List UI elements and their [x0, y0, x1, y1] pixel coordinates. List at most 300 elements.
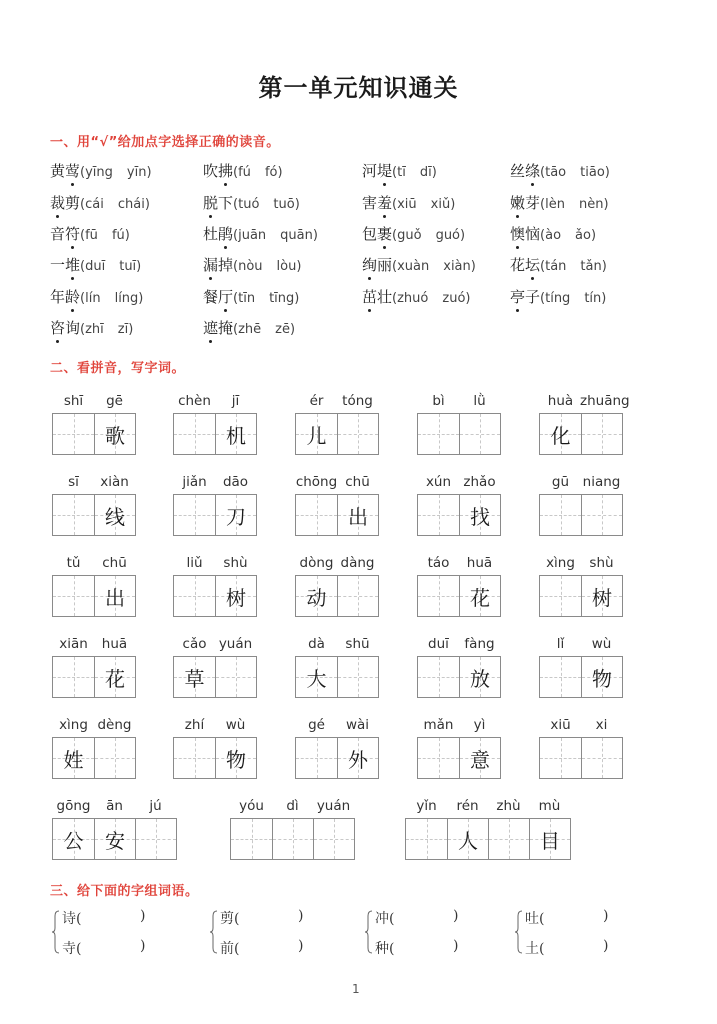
given-character: 姓: [63, 747, 84, 772]
filled-cell: [94, 414, 135, 454]
page-number: 1: [352, 982, 360, 996]
blank-writing-cell[interactable]: [296, 738, 337, 778]
pronunciation-item[interactable]: [50, 317, 133, 338]
pinyin-options: (duī tuī): [80, 259, 142, 274]
blank-writing-cell[interactable]: [418, 738, 459, 778]
given-character: 歌: [105, 423, 125, 448]
word-box-group: [417, 717, 501, 781]
character: 丝: [510, 162, 526, 180]
tianzige-box: [52, 494, 136, 536]
pinyin-label-row: [417, 717, 501, 735]
pinyin-option[interactable]: zuó: [442, 291, 466, 306]
pinyin-label: jú: [149, 798, 162, 814]
pinyin-label: huà: [547, 393, 574, 409]
filled-cell: [540, 414, 581, 454]
curly-brace-icon: [365, 910, 373, 954]
word-group-line: [375, 908, 459, 928]
filled-cell: [174, 657, 215, 697]
pinyin-options: (lín líng): [80, 291, 144, 306]
filled-cell: [459, 495, 500, 535]
pinyin-option[interactable]: ǎo: [575, 228, 591, 243]
blank-writing-cell[interactable]: [174, 495, 215, 535]
pinyin-options: (cái chái): [80, 197, 150, 212]
pinyin-option[interactable]: guǒ: [397, 228, 422, 243]
close-paren: ): [298, 908, 304, 924]
close-paren: ): [603, 908, 609, 924]
pinyin-label: mù: [538, 798, 561, 814]
pinyin-label: gū: [551, 474, 570, 490]
tianzige-box: [295, 737, 379, 779]
pinyin-option[interactable]: líng: [114, 291, 139, 306]
character: 掉: [218, 256, 234, 274]
tianzige-box: [52, 575, 136, 617]
pinyin-label: ér: [309, 393, 324, 409]
word-box-group: [295, 555, 379, 619]
blank-writing-cell[interactable]: [540, 738, 581, 778]
dotted-character: 咨: [50, 319, 66, 337]
given-character: 外: [348, 747, 368, 772]
pinyin-label-row: [173, 393, 257, 411]
pinyin-label-row: [295, 636, 379, 654]
close-paren: ): [140, 938, 146, 954]
blank-writing-cell[interactable]: [337, 576, 378, 616]
pinyin-label: bì: [432, 393, 445, 409]
pinyin-label-row: [539, 636, 623, 654]
pinyin-option[interactable]: xiàn: [443, 259, 471, 274]
pinyin-option[interactable]: xiū: [397, 197, 417, 212]
tianzige-box: [230, 818, 355, 860]
character: 种(: [375, 941, 395, 957]
close-paren: ): [453, 908, 459, 924]
pinyin-label: wù: [225, 717, 246, 733]
tianzige-box: [52, 818, 177, 860]
pinyin-option[interactable]: zhī: [85, 322, 104, 337]
dotted-character: 符: [65, 225, 81, 243]
pinyin-label: lǜ: [473, 393, 486, 409]
close-paren: ): [140, 908, 146, 924]
pinyin-label: jī: [231, 393, 240, 409]
word-box-group: [173, 474, 257, 538]
tianzige-box: [539, 656, 623, 698]
word-group-line: [525, 938, 609, 958]
pinyin-label: wài: [345, 717, 370, 733]
tianzige-box: [173, 494, 257, 536]
filled-cell: [296, 576, 337, 616]
pinyin-label: shù: [589, 555, 614, 571]
pinyin-label: zhí: [184, 717, 205, 733]
word-group-line: [525, 908, 609, 928]
pinyin-option[interactable]: cái: [85, 197, 104, 212]
pronunciation-item[interactable]: [203, 160, 283, 181]
pinyin-option[interactable]: tī: [397, 165, 406, 180]
blank-writing-cell[interactable]: [135, 819, 176, 859]
pinyin-label: liǔ: [186, 555, 203, 571]
dotted-character: 嫩: [510, 194, 526, 212]
pronunciation-item[interactable]: [50, 160, 152, 181]
given-character: 安: [105, 828, 125, 853]
word-pair: [52, 908, 192, 968]
character: 吹: [203, 162, 219, 180]
dotted-character: 莺: [65, 162, 81, 180]
tianzige-box: [539, 413, 623, 455]
character: 一: [50, 256, 66, 274]
word-box-group: [173, 636, 257, 700]
character: 诗(: [62, 911, 82, 927]
pinyin-label: chōng: [295, 474, 338, 490]
pinyin-label: rén: [456, 798, 479, 814]
character: 芽: [525, 194, 541, 212]
pinyin-label: dà: [308, 636, 325, 652]
dotted-character: 裁: [50, 194, 66, 212]
pinyin-options: (zhuó zuó): [392, 291, 471, 306]
character: 下: [218, 194, 234, 212]
pinyin-label: dì: [286, 798, 299, 814]
blank-writing-cell[interactable]: [174, 414, 215, 454]
pinyin-option[interactable]: tīng: [269, 291, 295, 306]
filled-cell: [53, 738, 94, 778]
tianzige-box: [539, 575, 623, 617]
blank-writing-cell[interactable]: [94, 738, 135, 778]
pinyin-option[interactable]: chái: [117, 197, 145, 212]
pinyin-label-row: [417, 474, 501, 492]
blank-writing-cell[interactable]: [231, 819, 272, 859]
pronunciation-item[interactable]: [50, 286, 143, 307]
pinyin-label-row: [173, 717, 257, 735]
word-box-group: [52, 717, 136, 781]
pronunciation-item[interactable]: [50, 223, 130, 244]
word-box-group: [539, 393, 630, 457]
tianzige-box: [295, 413, 379, 455]
pinyin-option[interactable]: quān: [280, 228, 313, 243]
character: 花: [510, 256, 526, 274]
blank-writing-cell[interactable]: [296, 495, 337, 535]
pinyin-options: (tíng tín): [540, 291, 607, 306]
pinyin-label: xiū: [550, 717, 571, 733]
pronunciation-item[interactable]: [510, 286, 606, 307]
tianzige-box: [417, 413, 501, 455]
pinyin-label: niang: [582, 474, 621, 490]
character: 黄: [50, 162, 66, 180]
filled-cell: [581, 657, 622, 697]
pinyin-option[interactable]: fū: [85, 228, 98, 243]
pinyin-label-row: [230, 798, 355, 816]
character: 掩: [218, 319, 234, 337]
pinyin-label: cǎo: [182, 636, 207, 652]
pinyin-option[interactable]: yīng: [85, 165, 113, 180]
pinyin-label-row: [52, 474, 136, 492]
pinyin-option[interactable]: fú: [238, 165, 251, 180]
blank-writing-cell[interactable]: [540, 495, 581, 535]
blank-writing-cell[interactable]: [540, 657, 581, 697]
blank-writing-cell[interactable]: [540, 576, 581, 616]
tianzige-box: [52, 737, 136, 779]
pinyin-option[interactable]: guó: [435, 228, 461, 243]
pinyin-label-row: [52, 555, 136, 573]
pinyin-options: (tuó tuō): [233, 197, 300, 212]
pinyin-option[interactable]: tiāo: [580, 165, 605, 180]
tianzige-box: [405, 818, 571, 860]
blank-writing-cell[interactable]: [581, 738, 622, 778]
pinyin-label: huā: [466, 555, 493, 571]
pinyin-option[interactable]: zē: [275, 322, 290, 337]
section1-heading: 一、用“√”给加点字选择正确的读音。: [50, 135, 280, 150]
word-box-group: [539, 474, 623, 538]
blank-writing-cell[interactable]: [174, 738, 215, 778]
pinyin-option[interactable]: tāo: [545, 165, 567, 180]
pinyin-option[interactable]: fú: [111, 228, 125, 243]
blank-writing-cell[interactable]: [418, 657, 459, 697]
pronunciation-item[interactable]: [362, 286, 470, 307]
dotted-character: 绦: [525, 162, 541, 180]
word-box-group: [295, 717, 379, 781]
pinyin-label-row: [52, 636, 136, 654]
pinyin-label: zhǎo: [463, 474, 496, 490]
pinyin-label-row: [295, 393, 379, 411]
pinyin-label: chū: [345, 474, 370, 490]
pronunciation-item[interactable]: [50, 192, 150, 213]
pinyin-option[interactable]: nèn: [578, 197, 604, 212]
pinyin-option[interactable]: dī: [419, 165, 432, 180]
blank-writing-cell[interactable]: [418, 414, 459, 454]
word-pair: [365, 908, 505, 968]
given-character: 找: [470, 504, 490, 529]
blank-writing-cell[interactable]: [53, 576, 94, 616]
pinyin-option[interactable]: zhuó: [397, 291, 429, 306]
tianzige-box: [295, 494, 379, 536]
blank-writing-cell[interactable]: [337, 657, 378, 697]
dotted-character: 漏: [203, 256, 219, 274]
given-character: 目: [540, 828, 560, 853]
pinyin-option[interactable]: lèn: [545, 197, 565, 212]
pronunciation-item[interactable]: [510, 160, 610, 181]
pinyin-label-row: [539, 474, 623, 492]
pinyin-option[interactable]: lòu: [276, 259, 297, 274]
character: 害: [362, 194, 378, 212]
character: 寺(: [62, 941, 82, 957]
pinyin-label: tóng: [342, 393, 373, 409]
pinyin-options: (juān quān): [233, 228, 318, 243]
pinyin-label: gōng: [56, 798, 91, 814]
dotted-character: 龄: [65, 288, 81, 306]
pinyin-label-row: [295, 717, 379, 735]
blank-writing-cell[interactable]: [174, 576, 215, 616]
blank-writing-cell[interactable]: [215, 657, 256, 697]
given-character: 物: [592, 666, 612, 691]
pronunciation-item[interactable]: [203, 286, 299, 307]
dotted-character: 厅: [218, 288, 234, 306]
pinyin-label-row: [173, 555, 257, 573]
pinyin-options: (tīn tīng): [233, 291, 300, 306]
word-box-group: [295, 393, 379, 457]
pronunciation-item[interactable]: [203, 254, 301, 275]
character: 询: [65, 319, 81, 337]
close-paren: ): [453, 938, 459, 954]
given-character: 放: [470, 666, 490, 691]
filled-cell: [94, 819, 135, 859]
pinyin-label: yuán: [218, 636, 253, 652]
pinyin-option[interactable]: tuī: [119, 259, 137, 274]
filled-cell: [296, 414, 337, 454]
given-character: 儿: [306, 423, 327, 448]
pinyin-label-row: [417, 555, 501, 573]
dotted-character: 懊: [510, 225, 526, 243]
dotted-character: 亭: [510, 288, 526, 306]
given-character: 大: [306, 666, 327, 691]
character: 年: [50, 288, 66, 306]
word-box-group: [539, 636, 623, 700]
word-group-line: [62, 908, 146, 928]
tianzige-box: [417, 737, 501, 779]
dotted-character: 羞: [377, 194, 393, 212]
pinyin-option[interactable]: xuàn: [397, 259, 430, 274]
pinyin-label: gé: [308, 717, 325, 733]
pinyin-label: zhuāng: [580, 393, 630, 409]
pronunciation-item[interactable]: [510, 223, 596, 244]
pinyin-options: (zhī zī): [80, 322, 134, 337]
pinyin-option[interactable]: fó: [264, 165, 278, 180]
pronunciation-item[interactable]: [510, 254, 607, 275]
blank-writing-cell[interactable]: [272, 819, 313, 859]
pinyin-option[interactable]: tīn: [238, 291, 256, 306]
blank-writing-cell[interactable]: [418, 495, 459, 535]
blank-writing-cell[interactable]: [313, 819, 354, 859]
pinyin-options: (ào ǎo): [540, 228, 597, 243]
pinyin-label: xiàn: [100, 474, 129, 490]
pronunciation-item[interactable]: [203, 317, 295, 338]
pinyin-label: gē: [106, 393, 123, 409]
pinyin-label: xìng: [546, 555, 575, 571]
blank-writing-cell[interactable]: [53, 495, 94, 535]
given-character: 意: [470, 747, 490, 772]
pinyin-option[interactable]: nòu: [238, 259, 263, 274]
pinyin-label: duī: [428, 636, 449, 652]
tianzige-box: [295, 575, 379, 617]
filled-cell: [53, 819, 94, 859]
blank-writing-cell[interactable]: [581, 414, 622, 454]
pinyin-options: (yīng yīn): [80, 165, 152, 180]
pinyin-option[interactable]: zī: [117, 322, 129, 337]
pinyin-option[interactable]: ào: [545, 228, 562, 243]
given-character: 花: [105, 666, 125, 691]
given-character: 人: [458, 828, 478, 853]
pronunciation-item[interactable]: [203, 192, 300, 213]
filled-cell: [94, 657, 135, 697]
pronunciation-item[interactable]: [362, 160, 437, 181]
pinyin-options: (xiū xiǔ): [392, 197, 456, 212]
character: 吐(: [525, 911, 545, 927]
word-box-group: [295, 636, 379, 700]
word-box-group: [173, 555, 257, 619]
pinyin-label: lǐ: [556, 636, 565, 652]
filled-cell: [296, 657, 337, 697]
pronunciation-item[interactable]: [510, 192, 609, 213]
pinyin-options: (fū fú): [80, 228, 130, 243]
pinyin-options: (lèn nèn): [540, 197, 609, 212]
filled-cell: [529, 819, 570, 859]
pinyin-label-row: [295, 474, 379, 492]
blank-writing-cell[interactable]: [337, 414, 378, 454]
blank-writing-cell[interactable]: [459, 414, 500, 454]
word-box-group: [417, 555, 501, 619]
pinyin-option[interactable]: tuó: [238, 197, 260, 212]
pronunciation-item[interactable]: [203, 223, 318, 244]
given-character: 动: [306, 585, 327, 610]
filled-cell: [337, 738, 378, 778]
pinyin-options: (tán tǎn): [540, 259, 607, 274]
given-character: 花: [470, 585, 490, 610]
filled-cell: [215, 576, 256, 616]
dotted-character: 鹃: [218, 225, 234, 243]
pinyin-option[interactable]: yīn: [126, 165, 147, 180]
pinyin-option[interactable]: duī: [85, 259, 106, 274]
tianzige-box: [417, 656, 501, 698]
pinyin-option[interactable]: lín: [85, 291, 101, 306]
word-box-group: [417, 393, 501, 457]
pinyin-option[interactable]: tíng: [545, 291, 571, 306]
filled-cell: [215, 495, 256, 535]
blank-writing-cell[interactable]: [581, 495, 622, 535]
blank-writing-cell[interactable]: [53, 657, 94, 697]
pinyin-label: tǔ: [66, 555, 81, 571]
word-box-group: [52, 636, 136, 700]
character: 餐: [203, 288, 219, 306]
pinyin-option[interactable]: tín: [584, 291, 602, 306]
pinyin-label: mǎn: [423, 717, 454, 733]
pinyin-label-row: [52, 798, 177, 816]
pinyin-option[interactable]: xiǔ: [430, 197, 451, 212]
tianzige-box: [417, 494, 501, 536]
pinyin-label: fàng: [464, 636, 495, 652]
pinyin-label-row: [52, 393, 136, 411]
character: 剪(: [220, 911, 240, 927]
pronunciation-item[interactable]: [362, 192, 455, 213]
word-box-group: [405, 798, 571, 862]
pinyin-label-row: [173, 636, 257, 654]
pinyin-label: dòng: [299, 555, 334, 571]
word-group-line: [220, 908, 304, 928]
pinyin-option[interactable]: zhē: [238, 322, 262, 337]
pinyin-option[interactable]: juān: [238, 228, 267, 243]
pronunciation-item[interactable]: [50, 254, 141, 275]
pinyin-label-row: [173, 474, 257, 492]
blank-writing-cell[interactable]: [406, 819, 447, 859]
blank-writing-cell[interactable]: [488, 819, 529, 859]
pinyin-options: (nòu lòu): [233, 259, 302, 274]
blank-writing-cell[interactable]: [418, 576, 459, 616]
pinyin-label: chū: [102, 555, 127, 571]
pinyin-label-row: [539, 393, 630, 411]
dotted-character: 堤: [377, 162, 393, 180]
pronunciation-item[interactable]: [362, 223, 465, 244]
word-box-group: [230, 798, 355, 862]
word-box-group: [52, 798, 177, 862]
given-character: 物: [226, 747, 246, 772]
close-paren: ): [298, 938, 304, 954]
pinyin-option[interactable]: tán: [545, 259, 567, 274]
tianzige-box: [52, 413, 136, 455]
pinyin-label: yǐn: [416, 798, 437, 814]
pinyin-label: wù: [591, 636, 612, 652]
pinyin-option[interactable]: tuō: [273, 197, 295, 212]
word-box-group: [52, 555, 136, 619]
pinyin-option[interactable]: tǎn: [580, 259, 602, 274]
pronunciation-item[interactable]: [362, 254, 476, 275]
given-character: 出: [348, 504, 368, 529]
pinyin-label: xìng: [59, 717, 88, 733]
pinyin-label-row: [417, 393, 501, 411]
word-group-line: [375, 938, 459, 958]
blank-writing-cell[interactable]: [53, 414, 94, 454]
